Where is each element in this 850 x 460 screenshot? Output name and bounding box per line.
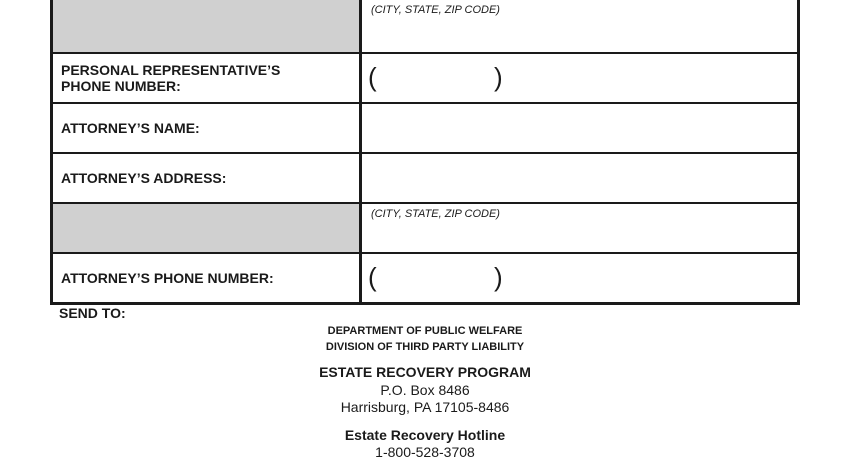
- attorney-city-state-zip-field[interactable]: [362, 204, 797, 252]
- form-row-attorney-address: [53, 152, 797, 202]
- attorney-phone-label: [53, 254, 362, 302]
- attorney-phone-field[interactable]: [362, 254, 797, 302]
- area-code-close-paren: ): [494, 262, 503, 292]
- department-block: [0, 323, 850, 355]
- attorney-name-field[interactable]: [362, 104, 797, 152]
- pr-city-state-zip-field[interactable]: [362, 0, 797, 52]
- area-code-open-paren: (: [368, 262, 377, 292]
- city-state-zip-hint: (CITY, STATE, ZIP CODE): [371, 4, 500, 16]
- pr-phone-label-text: PERSONAL REPRESENTATIVE’S PHONE NUMBER:: [61, 62, 281, 94]
- estate-form-table: [50, 0, 800, 305]
- city-state-zip-hint: (CITY, STATE, ZIP CODE): [371, 208, 500, 220]
- attorney-address-label-text: ATTORNEY’S ADDRESS:: [61, 170, 227, 186]
- pr-phone-field[interactable]: [362, 54, 797, 102]
- po-box: P.O. Box 8486: [380, 382, 470, 398]
- pr-phone-label: [53, 54, 362, 102]
- attorney-name-label: [53, 104, 362, 152]
- form-row-pr-phone: [53, 52, 797, 102]
- attorney-address-label: [53, 154, 362, 202]
- city-state-zip: Harrisburg, PA 17105-8486: [340, 399, 510, 415]
- hotline-label: Estate Recovery Hotline: [344, 427, 506, 443]
- attorney-address-field[interactable]: [362, 154, 797, 202]
- area-code-close-paren: ): [494, 62, 503, 92]
- attorney-name-label-text: ATTORNEY’S NAME:: [61, 120, 200, 136]
- form-row-attorney-name: [53, 102, 797, 152]
- send-to-heading: SEND TO:: [59, 305, 126, 321]
- division-name: DIVISION OF THIRD PARTY LIABILITY: [325, 341, 525, 353]
- form-row-attorney-city-state-zip: [53, 202, 797, 252]
- form-row-attorney-phone: [53, 252, 797, 302]
- department-name: DEPARTMENT OF PUBLIC WELFARE: [327, 325, 523, 337]
- attorney-phone-label-text: ATTORNEY’S PHONE NUMBER:: [61, 270, 274, 286]
- form-label-cell-blank: [53, 204, 362, 252]
- program-name: ESTATE RECOVERY PROGRAM: [319, 364, 531, 380]
- hotline-number: 1-800-528-3708: [375, 444, 475, 460]
- form-label-cell-blank: [53, 0, 362, 52]
- area-code-open-paren: (: [368, 62, 377, 92]
- form-row-pr-city-state-zip: [53, 0, 797, 52]
